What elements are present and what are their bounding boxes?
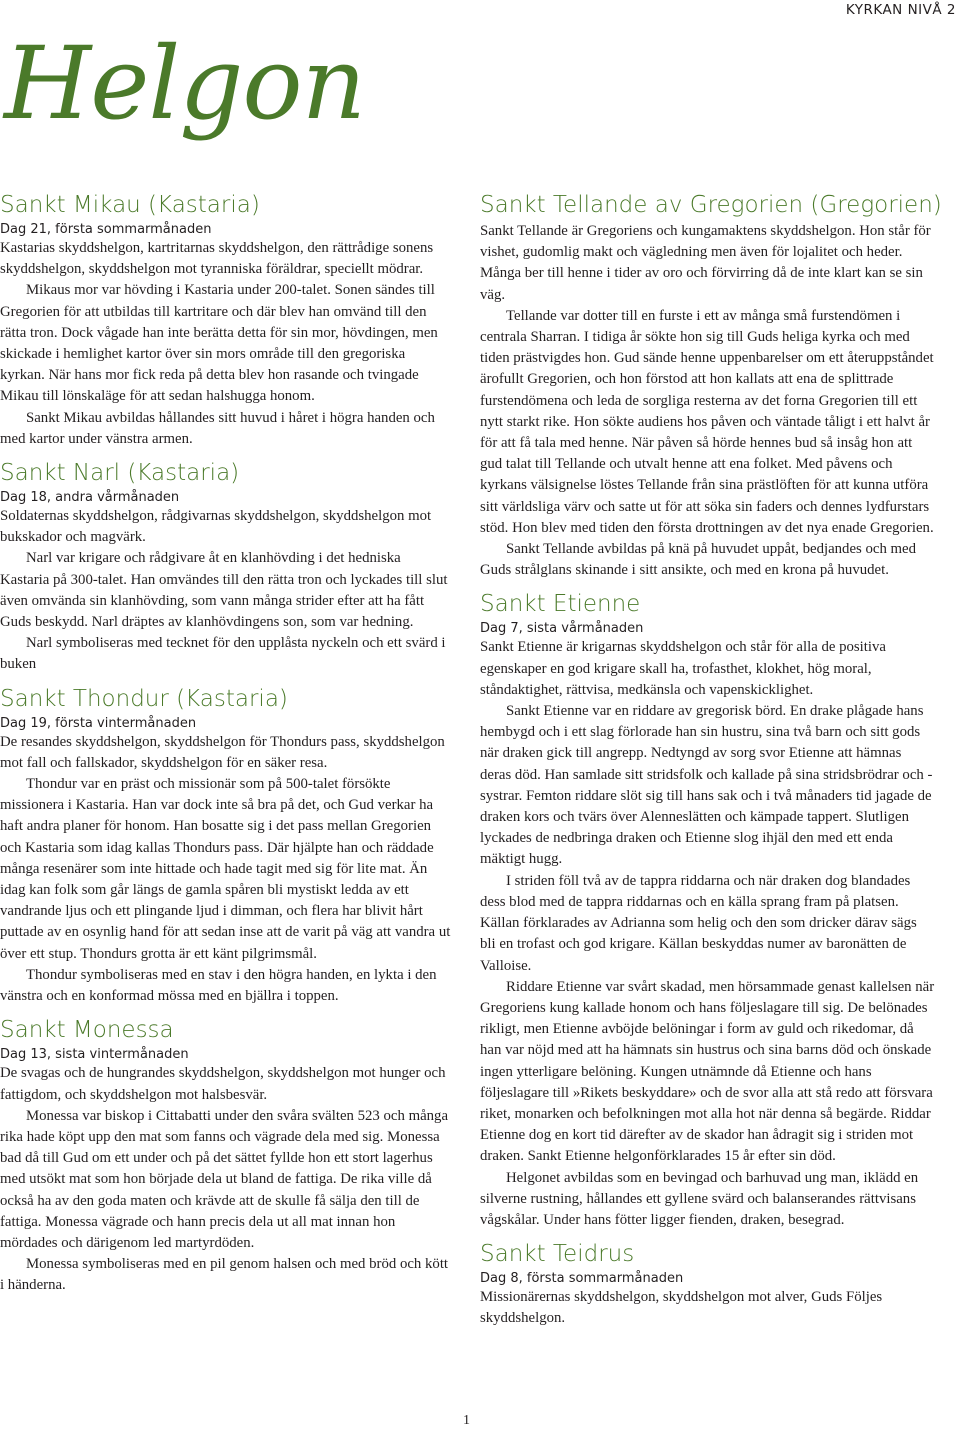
saint-name: Sankt Monessa xyxy=(0,1017,174,1044)
patronage-text: De resandes skyddshelgon, skyddshelgon för Thondurs pass, skyddshelgon mot fall och fallskador, skyddshelgon för en säker resa. xyxy=(0,733,445,771)
feast-day: Dag 18, andra vårmånaden xyxy=(0,490,180,506)
saint-name: Sankt Etienne xyxy=(480,591,641,618)
saint-section-narl xyxy=(0,458,452,676)
body-paragraph: Helgonet avbildas som en bevingad och barhuvad ung man, iklädd en silverne rustning, hållandes ett gyllene svärd och balanserandes rättvisans vågskålar. Under hans fötter ligger fienden, draken, besegrad. xyxy=(480,1169,919,1228)
page-number: 1 xyxy=(463,1413,470,1428)
patronage-text: Soldaternas skyddshelgon, rådgivarnas skyddshelgon, skyddshelgon mot bukskador och magvärk. xyxy=(0,508,432,546)
left-column xyxy=(0,190,452,1297)
patronage-text: Sankt Etienne är krigarnas skyddshelgon och står för alla de positiva egenskaper en god krigare skall ha, trofasthet, klokhet, hög moral, ståndaktighet, rättvisa, medkänsla och vapenskicklighet. xyxy=(480,639,886,698)
running-header: KYRKAN NIVÅ 2 xyxy=(845,2,956,18)
body-paragraph: Mikaus mor var hövding i Kastaria under 200-talet. Sonen sändes till Gregorien för att utbildas till kartritare och där blev han omvänd till den rätta tron. Dock vågade han inte berätta detta för sin mor, hövdingen, men skickade i hemlighet kartor över sin mors område till den gregoriska kyrkan. När hans mor fick reda på detta blev hon rasande och tvingade Mikau till lönskaläge för att sedan halshugga honom. xyxy=(0,282,438,405)
feast-day: Dag 19, första vintermånaden xyxy=(0,715,197,731)
patronage-text: Missionärernas skyddshelgon, skyddshelgon mot alver, Guds Följes skyddshelgon. xyxy=(480,1289,883,1327)
page-title: Helgon xyxy=(4,25,365,142)
saint-section-mikau xyxy=(0,190,452,450)
body-paragraph: Thondur symboliseras med en stav i den högra handen, en lykta i den vänstra och en konformad mössa med en bjällra i toppen. xyxy=(0,966,437,1005)
saint-section-tellande xyxy=(480,190,942,581)
patronage-text: De svagas och de hungrandes skyddshelgon, skyddshelgon mot hunger och fattigdom, och skyddshelgon mot halsbesvär. xyxy=(0,1065,446,1103)
body-paragraph: Monessa var biskop i Cittabatti under den svåra svälten 523 och många rika hade köpt upp den mat som fanns och vägrade dela med sig. Monessa bad då till Gud om ett under och på det sättet fyllde hon ett stort lagerhus med utsökt mat som hon började dela ut bland de fattiga. De rika ville då också ha av den goda maten och krävde att de skulle få sälja den till de fattiga. Monessa vägrade och hann precis dela ut all mat innan hon mördades och därigenom led martyrdöden. xyxy=(0,1107,449,1251)
feast-day: Dag 13, sista vintermånaden xyxy=(0,1047,189,1063)
body-paragraph: Sankt Etienne var en riddare av gregorisk börd. En drake plågade hans hembygd och i ett slag förlorade han sin hustru, sina två barn och sitt gods när draken gick till angrepp. Nedtyngd av sorg svor Etienne att hämnas deras död. Han samlade sitt stridsfolk och kallade på sina stridsbrödrar och -systrar. Femton riddare slöt sig till hans sak och i två månaders tid jagade de draken kors och tvärs över Alenneslätten och kämpade tappert. Slutligen lyckades de nedbringa draken och Etienne slog ihjäl den med ett enda mäktigt hugg. xyxy=(480,703,933,868)
saint-name: Sankt Tellande av Gregorien (Gregorien) xyxy=(480,192,942,218)
feast-day: Dag 21, första sommarmånaden xyxy=(0,222,212,237)
body-paragraph: Tellande var dotter till en furste i ett av många små furstendömen i centrala Sharran. I tidiga år sökte hon sig till Guds heliga kyrka och med tiden prästvigdes hon. Gud sände henne uppenbarelser om ett återuppståndet ärofullt Gregorien, och hon förstod att hon kallats att ena de splittrade furstendömena och leda de sorgliga resterna av det forna Gregorien till ett nytt starkt rike. Hon sökte audiens hos påven och väntade tåligt i ett halvt år för att få tala med henne. När påven så hörde hennes bud så insåg hon att gud talat till Tellande och utvalt henne att ena folket. Med påvens och kyrkans välsignelse löstes Tellande från sina prästlöften för att kunna utföra sitt världsliga värv och satte ut för att söka sin faders och dennes lydfurstars stöd. Hon blev med tiden den första drottningen av det nya enade Gregorien. xyxy=(480,307,934,536)
saint-section-thondur xyxy=(0,684,452,1008)
saint-name: Sankt Mikau (Kastaria) xyxy=(0,192,260,218)
body-paragraph: Thondur var en präst och missionär som på 500-talet försökte missionera i Kastaria. Han var dock inte så bra på det, och Gud verkar ha haft andra planer för honom. Han bosatte sig i det pass mellan Gregorien och Kastaria som idag kallas Thondurs pass. Där hjälpte han och räddade många resenärer som inte hittade och hade tagit med sig för lite mat. Än idag kan folk som går längs de gamla spåren bli mystiskt ledda av ett vandrande ljus och ett plingande ljud i dimman, och flera har blivit hårt puttade av en osynlig hand för att sedan inse att de varit på väg att vandra ut över ett stup. Thondurs grotta är ett känt pilgrimsmål. xyxy=(0,776,451,962)
saint-name: Sankt Narl (Kastaria) xyxy=(0,460,240,487)
body-paragraph: I striden föll två av de tappra riddarna och när draken dog blandades dess blod med de tappra riddarnas och en källa sprang fram på platsen. Källan förklarades av Adrianna som helig och den som dricker därav sägs bli en trofast och god krigare. Källan beskyddas numer av baronätten de Valloise. xyxy=(480,872,917,974)
feast-day: Dag 8, första sommarmånaden xyxy=(480,1271,684,1287)
right-column xyxy=(480,190,942,1330)
saint-section-teidrus xyxy=(480,1239,936,1329)
feast-day: Dag 7, sista vårmånaden xyxy=(480,621,644,637)
saint-name: Sankt Thondur (Kastaria) xyxy=(0,685,288,712)
body-paragraph: Narl var krigare och rådgivare åt en klanhövding i det hedniska Kastaria på 300-talet. Han omvändes till den rätta tron och lyckades till slut även omvända sin klanhövding, som vann många strider efter att ha fått Guds beskydd. Narl dräptes av klanhövdingens son, som var hedning. xyxy=(0,550,448,631)
body-paragraph: Monessa symboliseras med en pil genom halsen och med bröd och kött i händerna. xyxy=(0,1256,449,1294)
body-paragraph: Riddare Etienne var svårt skadad, men hörsammade genast kallelsen när Gregoriens kung kallade honom och hans följeslagare till sig. De belönades rikligt, men Etienne avböjde belöningar i form av guld och rikedomar, då han var nöjd med att ha hämnats sin hustrus och sina barns död och önskade ingen ytterligare belöning. Kungen utnämnde då Etienne och hans följeslagare till »Rikets beskyddare» och de svor alla att stå redo att försvara riket, monarken och befolkningen mot alla hot när denna så begärde. Riddar Etienne dog en kort tid därefter av de skador han ådragit sig i striden mot draken. Sankt Etienne helgonförklarades 15 år efter sin död. xyxy=(480,978,935,1165)
saint-section-etienne xyxy=(480,589,936,1231)
saint-name: Sankt Teidrus xyxy=(480,1241,635,1268)
body-paragraph: Sankt Mikau avbildas hållandes sitt huvud i håret i högra handen och med kartor under vänstra armen. xyxy=(0,409,435,447)
body-paragraph: Sankt Tellande avbildas på knä på huvudet uppåt, bedjandes och med Guds strålglans skinande i sitt ansikte, och med en krona på huvudet. xyxy=(480,541,917,579)
patronage-text: Kastarias skyddshelgon, kartritarnas skyddshelgon, den rättrådige sonens skyddshelgon, skyddshelgon mot tyranniska föräldrar, speciellt mödrar. xyxy=(0,240,434,278)
patronage-text: Sankt Tellande är Gregoriens och kungamaktens skyddshelgon. Hon står för vishet, gudomlig makt och vägledning men även för lojalitet och heder. Många ber till henne i tider av oro och förvirring då de inte klart kan se sin väg. xyxy=(480,223,931,303)
body-paragraph: Narl symboliseras med tecknet för den upplåsta nyckeln och ett svärd i buken xyxy=(0,635,446,673)
saint-section-monessa xyxy=(0,1015,452,1296)
